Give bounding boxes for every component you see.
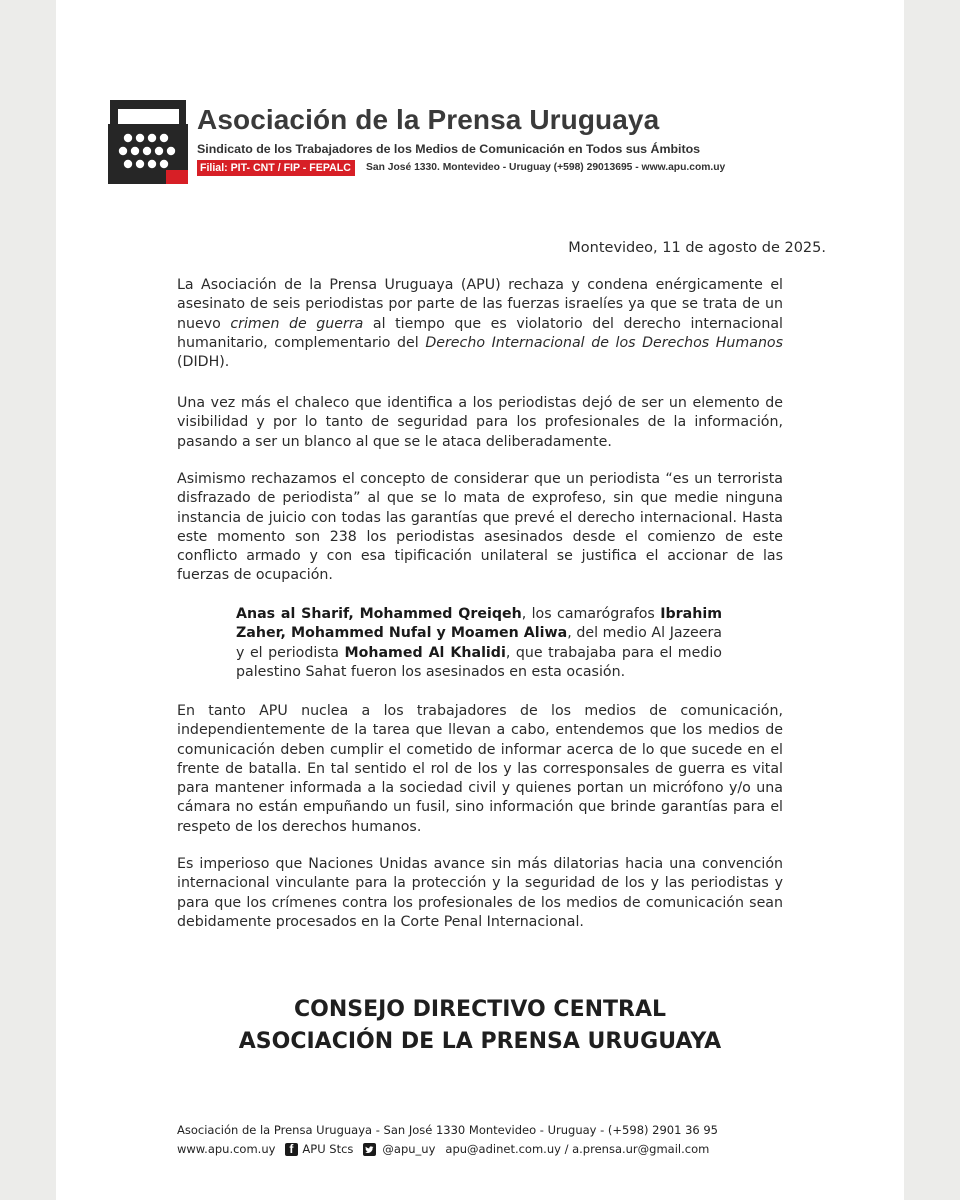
signature-block [56,994,904,1058]
paragraph-5: Es imperioso que Naciones Unidas avance sin más dilatorias hacia una convención internacional vinculante para la protección y la seguridad de los y las periodistas y para que los crímenes contra los profesionales de los medios de comunicación sean debidamente procesados en la Corte Penal Internacional. [177,856,783,930]
letterhead [108,100,748,184]
twitter-icon [363,1143,376,1156]
letterhead-address: San José 1330. Montevideo - Uruguay (+598) 29013695 - www.apu.com.uy [366,162,726,173]
footer-website-link[interactable]: www.apu.com.uy [177,1142,276,1156]
emphasis-war-crime: crimen de guerra [230,315,364,332]
paragraph-3: Asimismo rechazamos el concepto de considerar que un periodista “es un terrorista disfrazado de periodista” al que se lo mata de exprofeso, sin que medie ninguna instancia de juicio con todas las garantías que prevé el derecho internacional. Hasta este momento son 238 los periodistas asesinados desde el comienzo de este conflicto armado y con esa tipificación unilateral se justifica el accionar de las fuerzas de ocupación. [177,471,783,584]
document-page [56,0,904,1200]
footer-emails[interactable]: apu@adinet.com.uy / a.prensa.ur@gmail.com [445,1142,710,1156]
footer-facebook-link[interactable]: APU Stcs [302,1142,354,1156]
document-date: Montevideo, 11 de agosto de 2025. [568,240,826,256]
facebook-icon [285,1143,298,1156]
organization-subtitle: Sindicato de los Trabajadores de los Medios de Comunicación en Todos sus Ámbitos [197,142,701,156]
affiliation-badge: Filial: PIT- CNT / FIP - FEPALC [197,160,355,176]
victims-quote: Anas al Sharif, Mohammed Qreiqeh, los camarógrafos Ibrahim Zaher, Mohammed Nufal y Moamen Aliwa, del medio Al Jazeera y el periodista Mohamed Al Khalidi, que trabajaba para el medio palestino Sahat fueron los asesinados en esta ocasión. [236,606,722,680]
typewriter-logo-icon [108,100,188,184]
signature-line-2: ASOCIACIÓN DE LA PRENSA URUGUAYA [238,1029,722,1054]
signature-line-1: CONSEJO DIRECTIVO CENTRAL [293,997,666,1022]
paragraph-4: En tanto APU nuclea a los trabajadores de los medios de comunicación, independientemente de la tarea que llevan a cabo, entendemos que los medios de comunicación deben cumplir el cometido de informar acerca de lo que sucede en el frente de batalla. En tal sentido el rol de los y las corresponsales de guerra es vital para mantener informada a la sociedad civil y quienes portan un micrófono y/o una cámara no están empuñando un fusil, sino información que brinde garantías para el respeto de los derechos humanos. [177,703,783,835]
organization-name: Asociación de la Prensa Uruguaya [197,104,660,135]
footer-address: Asociación de la Prensa Uruguaya - San José 1330 Montevideo - Uruguay - (+598) 2901 36 95 [177,1123,718,1137]
paragraph-1: La Asociación de la Prensa Uruguaya (APU) rechaza y condena enérgicamente el asesinato de seis periodistas por parte de las fuerzas israelíes ya que se trata de un nuevo crimen de guerra al tiempo que es violatorio del derecho internacional humanitario, complementario del Derecho Internacional de los Derechos Humanos (DIDH). [177,277,784,371]
emphasis-didh: Derecho Internacional de los Derechos Humanos [425,334,784,351]
paragraph-2: Una vez más el chaleco que identifica a los periodistas dejó de ser un elemento de visibilidad y por lo tanto de seguridad para los profesionales de la información, pasando a ser un blanco al que se le ataca deliberadamente. [177,395,783,450]
footer-twitter-link[interactable]: @apu_uy [382,1142,436,1156]
footer-contacts [177,1142,709,1156]
